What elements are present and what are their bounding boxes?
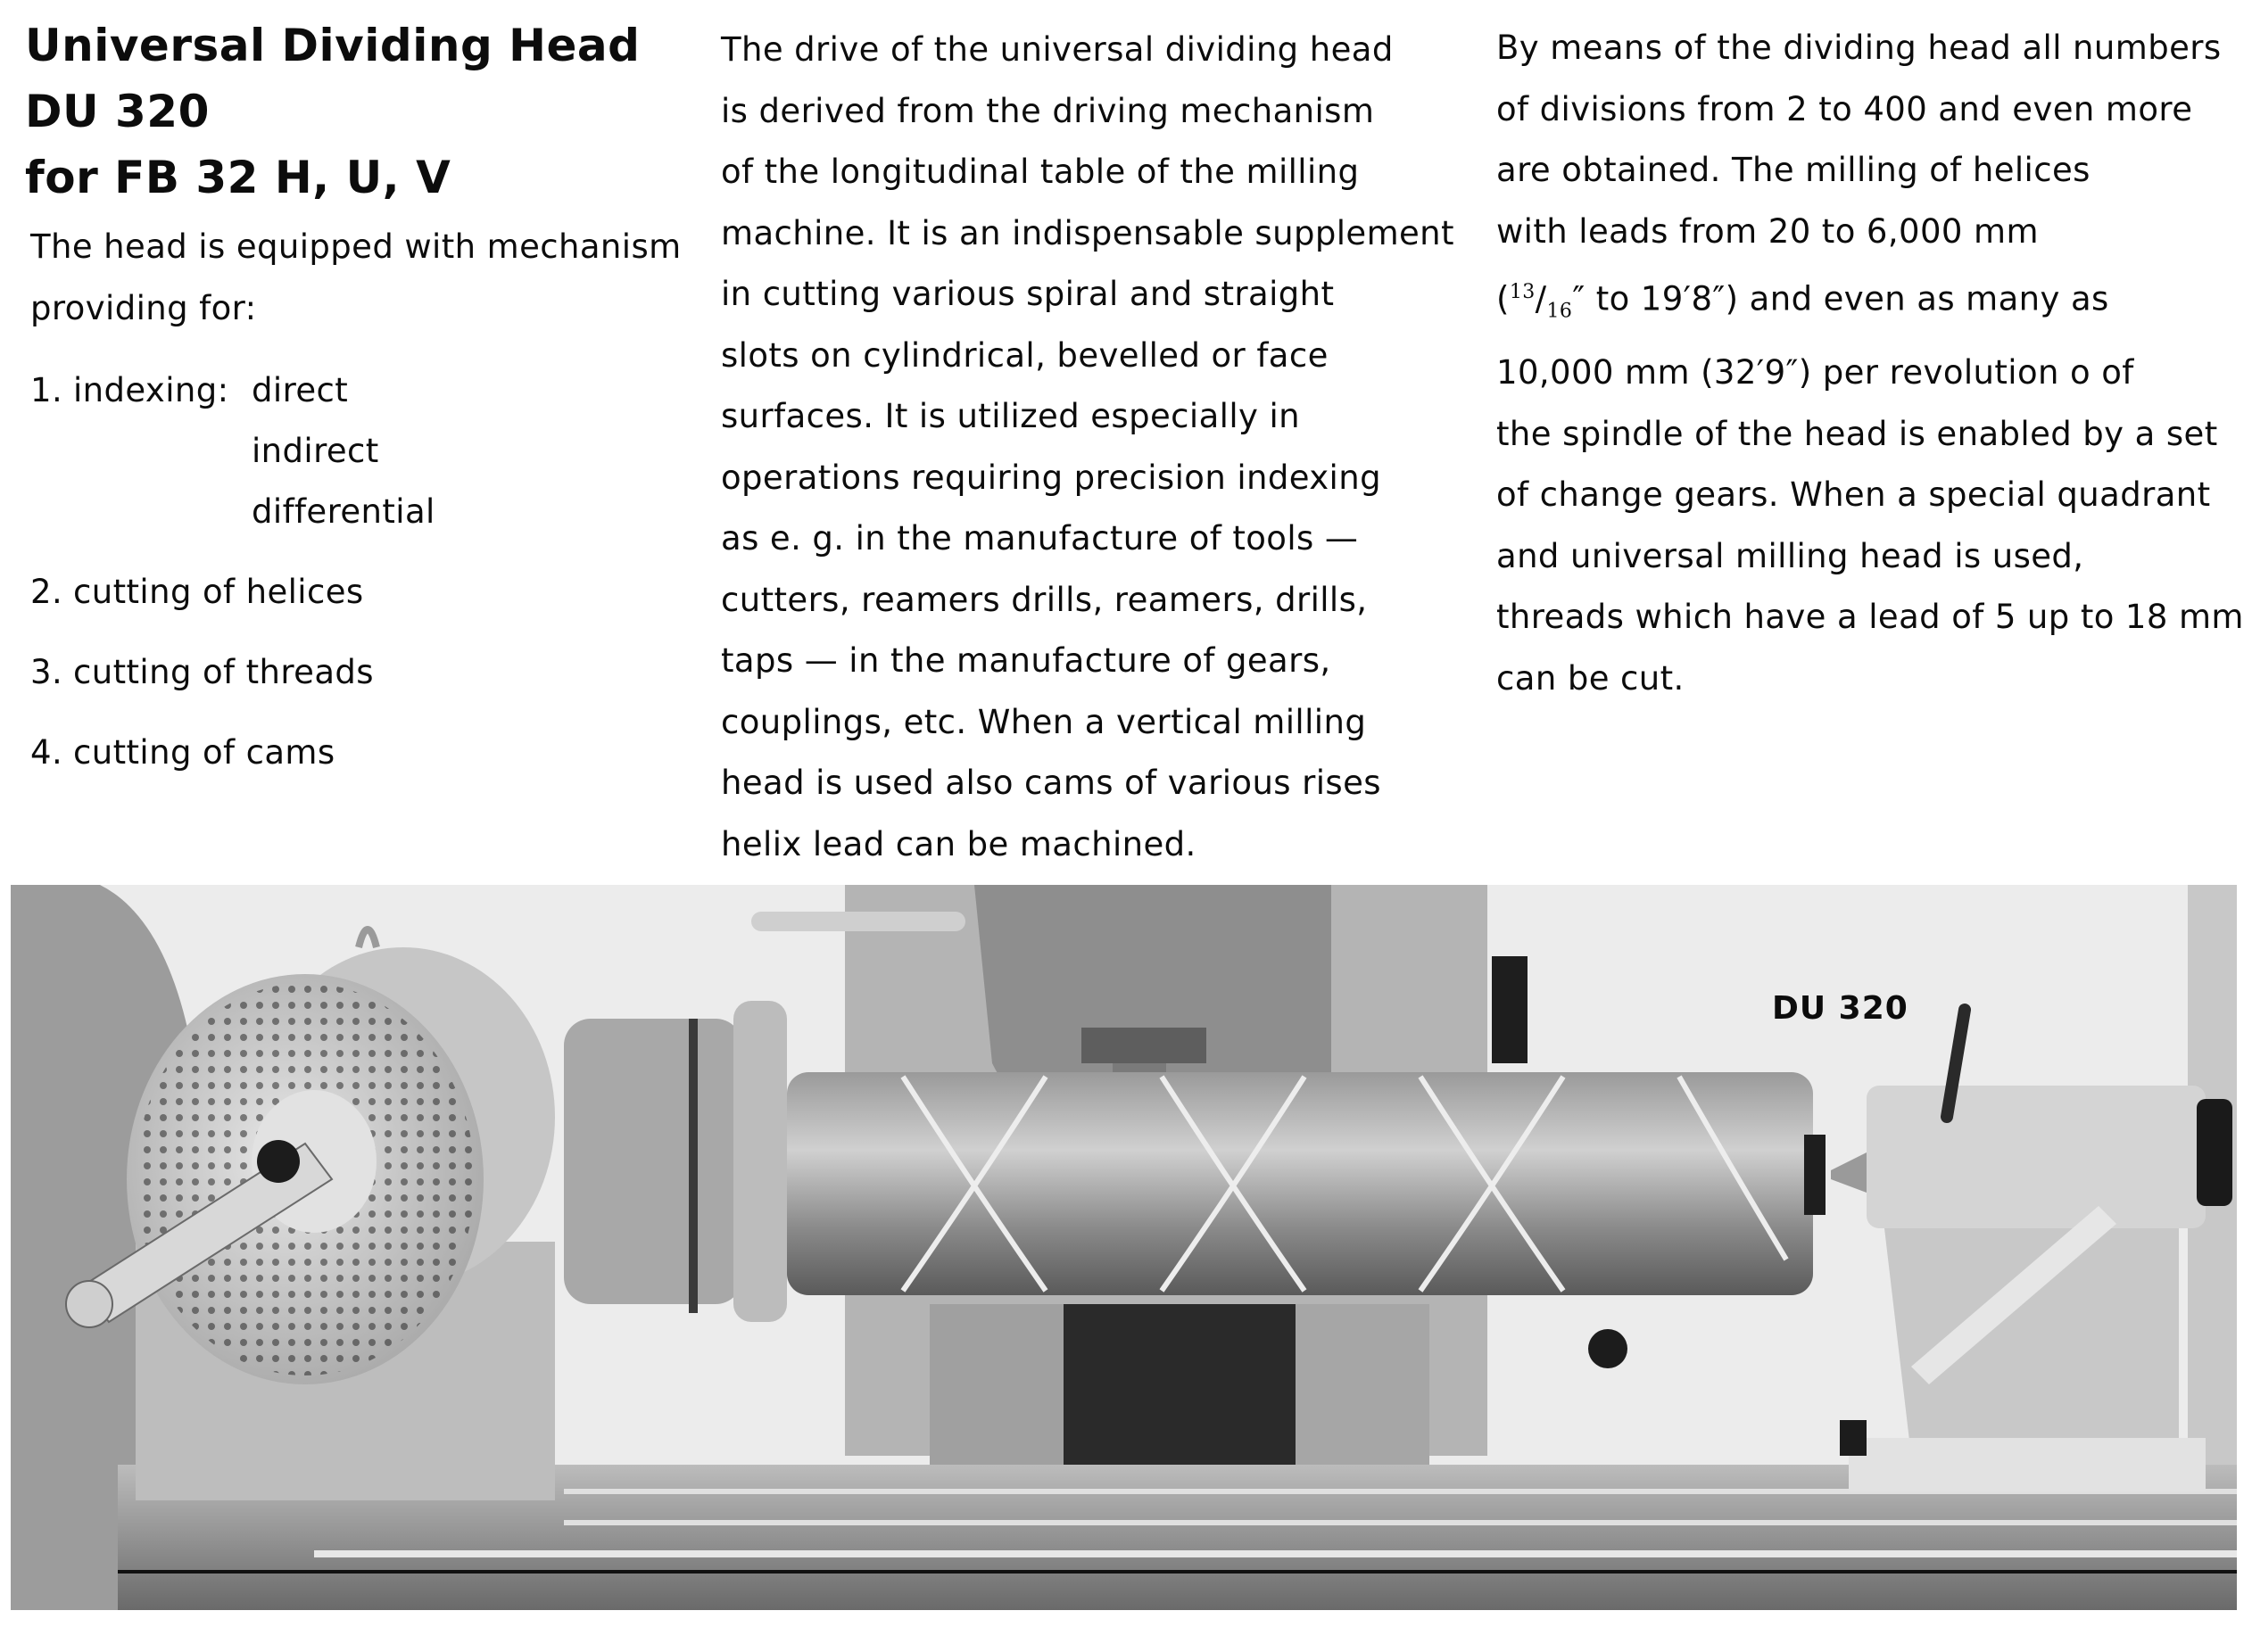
fraction-rest: ″ to 19′8″) and even as many as <box>1572 279 2109 318</box>
paragraph-line: cutters, reamers drills, reamers, drills, <box>721 580 1368 619</box>
paren: ( <box>1496 279 1510 318</box>
intro-line: providing for: <box>30 288 257 327</box>
spindle-nose <box>1081 1028 1206 1063</box>
fraction-numerator: 13 <box>1509 281 1536 303</box>
paragraph-line: of divisions from 2 to 400 and even more <box>1496 89 2193 128</box>
paragraph-line: surfaces. It is utilized especially in <box>721 397 1301 435</box>
tailstock-base <box>1849 1438 2206 1491</box>
paragraph-line: By means of the dividing head all numbers <box>1496 29 2222 67</box>
list-item <box>30 642 708 703</box>
crank-knob <box>257 1140 300 1183</box>
paragraph-line: 10,000 mm (32′9″) per revolution o of <box>1496 353 2134 392</box>
product-photo <box>11 885 2237 1610</box>
support-block <box>1296 1304 1429 1483</box>
intro-paragraph <box>30 217 708 339</box>
paragraph-line: with leads from 20 to 6,000 mm <box>1496 211 2039 251</box>
intro-line: The head is equipped with mechanism <box>30 227 682 266</box>
paragraph-line: taps — in the manufacture of gears, <box>721 641 1331 680</box>
crank-handle <box>66 1281 112 1327</box>
paragraph-line: operations requiring precision indexing <box>721 458 1381 497</box>
paragraph-line: is derived from the driving mechanism <box>721 91 1375 130</box>
paragraph-line: are obtained. The milling of helices <box>1496 151 2091 189</box>
tailstock-handwheel <box>2197 1099 2232 1206</box>
support-block <box>930 1304 1064 1483</box>
paragraph-line: slots on cylindrical, bevelled or face <box>721 335 1329 375</box>
list-subitem: indirect <box>252 432 379 470</box>
list-term: indexing: <box>73 371 229 409</box>
paragraph-line: the spindle of the head is enabled by a set <box>1496 414 2218 453</box>
tailstock-head <box>1867 1086 2206 1228</box>
photo-caption-label: DU 320 <box>1772 990 1908 1027</box>
workpiece-cylinder <box>787 1072 1813 1295</box>
paragraph-line: in cutting various spiral and straight <box>721 275 1335 313</box>
paragraph-line: and universal milling head is used, <box>1496 536 2084 575</box>
list-text: cutting of threads <box>73 653 374 691</box>
list-text: cutting of cams <box>73 733 335 772</box>
heading-title: Universal Dividing Head <box>25 20 641 71</box>
list-subitem-row <box>30 482 708 542</box>
paragraph-line: of change gears. When a special quadrant <box>1496 475 2211 515</box>
table-knob <box>1588 1329 1627 1368</box>
lever-rod <box>751 912 965 931</box>
list-number: 3. <box>30 653 63 691</box>
paragraph-line: of the longitudinal table of the milling <box>721 153 1360 191</box>
paragraph-line: head is used also cams of various rises <box>721 764 1381 802</box>
list-item <box>30 360 708 421</box>
paragraph-line: helix lead can be machined. <box>721 824 1196 863</box>
paragraph-line: as e. g. in the manufacture of tools — <box>721 519 1359 558</box>
list-item <box>30 562 708 623</box>
right-column <box>1496 18 2246 709</box>
list-item <box>30 723 708 783</box>
list-subitem: differential <box>252 492 435 531</box>
list-subitem-row <box>30 421 708 482</box>
switch-box <box>1492 956 1528 1063</box>
list-number: 2. <box>30 573 63 611</box>
heading-block <box>25 12 640 211</box>
list-subitem: direct <box>252 371 349 409</box>
paragraph-line: can be cut. <box>1496 658 1685 698</box>
fraction-denominator: 16 <box>1546 300 1573 323</box>
list-number: 4. <box>30 733 63 772</box>
list-number: 1. <box>30 371 63 409</box>
support-shadow <box>1064 1304 1296 1483</box>
paragraph-line: The drive of the universal dividing head <box>721 30 1394 69</box>
paragraph-line: couplings, etc. When a vertical milling <box>721 702 1367 741</box>
chuck-flange <box>733 1001 787 1322</box>
feature-list <box>30 360 708 783</box>
tailstock-body <box>1884 1228 2179 1456</box>
workpiece-end <box>1804 1135 1826 1215</box>
list-text: cutting of helices <box>73 573 364 611</box>
clamp-bolt <box>1840 1420 1867 1456</box>
paragraph-line-fraction: ($^{13}/_{16}''$ to 19′8″) and even as many as <box>1496 279 2109 323</box>
chuck-jaw <box>689 1019 698 1313</box>
heading-model: DU 320 <box>25 86 210 137</box>
middle-column <box>721 20 1488 875</box>
paragraph-line: machine. It is an indispensable supplement <box>721 213 1454 252</box>
chuck <box>564 1019 742 1304</box>
paragraph-line: threads which have a lead of 5 up to 18 mm <box>1496 598 2244 637</box>
heading-machines: for FB 32 H, U, V <box>25 152 451 203</box>
